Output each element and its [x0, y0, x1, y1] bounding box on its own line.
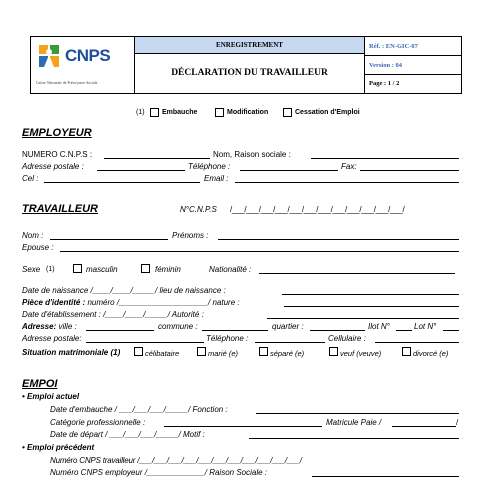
label-quartier: quartier :	[272, 322, 304, 331]
header-main-title: DÉCLARATION DU TRAVAILLEUR	[135, 54, 365, 93]
checkbox-marie[interactable]	[197, 347, 206, 356]
label-veuf: veuf (veuve)	[340, 349, 382, 358]
label-ilot: Ilot N°	[368, 322, 390, 331]
section-travailleur: TRAVAILLEUR	[22, 203, 98, 215]
label-masculin: masculin	[86, 265, 118, 274]
label-feminin: féminin	[155, 265, 181, 274]
label-date-etablissement: Date d'établissement : /____/____/_____/ Autorité :	[22, 310, 204, 319]
label-cessation: Cessation d'Emploi	[295, 109, 360, 116]
checkbox-divorce[interactable]	[402, 347, 411, 356]
field-fonction[interactable]	[256, 413, 459, 414]
label-telephone-employeur: Téléphone :	[188, 162, 231, 171]
field-autorite[interactable]	[267, 318, 459, 319]
label-embauche: Embauche	[162, 109, 198, 116]
label-email: Email :	[204, 174, 229, 183]
field-nom[interactable]	[50, 239, 168, 240]
label-lot: Lot N°	[414, 322, 437, 331]
field-nationalite[interactable]	[259, 273, 455, 274]
header-top-title: ENREGISTREMENT	[135, 37, 365, 54]
field-adresse-postale[interactable]	[97, 170, 185, 171]
label-date-naissance: Date de naissance /____/____/_____/ lieu de naissance :	[22, 286, 226, 295]
cnps-logo-icon	[37, 43, 61, 69]
checkbox-embauche[interactable]	[150, 108, 159, 117]
label-celibataire: célibataire	[145, 349, 180, 358]
checkbox-feminin[interactable]	[141, 264, 150, 273]
document-header	[30, 36, 462, 94]
field-raison-sociale[interactable]	[311, 158, 459, 159]
label-adresse-postale: Adresse postale :	[22, 162, 84, 171]
field-quartier[interactable]	[310, 330, 365, 331]
checkbox-celibataire[interactable]	[134, 347, 143, 356]
field-raison-sociale-precedent[interactable]	[312, 476, 459, 477]
checkbox-cessation[interactable]	[283, 108, 292, 117]
checkbox-masculin[interactable]	[73, 264, 82, 273]
field-ilot[interactable]	[396, 330, 412, 331]
label-piece-identite: Pièce d'identité :	[22, 298, 86, 307]
field-ville[interactable]	[86, 330, 154, 331]
label-fax: Fax:	[341, 162, 357, 171]
label-numero-cnps: NUMERO C.N.P.S :	[22, 150, 93, 159]
label-commune: commune :	[158, 322, 198, 331]
label-telephone-travailleur: Téléphone :	[206, 334, 249, 343]
field-epouse[interactable]	[60, 251, 459, 252]
label-adresse-bold: Adresse:	[22, 322, 57, 331]
field-cel[interactable]	[44, 182, 200, 183]
doc-version: Version : 04	[365, 56, 461, 75]
label-marie: marié (e)	[208, 349, 239, 358]
label-separe: séparé (e)	[270, 349, 305, 358]
checkbox-separe[interactable]	[259, 347, 268, 356]
checkbox-modification[interactable]	[215, 108, 224, 117]
field-telephone-travailleur[interactable]	[255, 342, 325, 343]
label-prenoms: Prénoms :	[172, 231, 209, 240]
label-divorce: divorcé (e)	[413, 349, 449, 358]
field-categorie[interactable]	[164, 426, 322, 427]
label-cel: Cel :	[22, 174, 39, 183]
label-date-depart: Date de départ / ___/___/___/_____/ Motif :	[50, 430, 205, 439]
label-situation-matrimoniale: Situation matrimoniale (1)	[22, 348, 121, 357]
field-commune[interactable]	[202, 330, 268, 331]
type-prefix: (1)	[136, 109, 145, 116]
field-matricule[interactable]	[392, 426, 456, 427]
section-employeur: EMPLOYEUR	[22, 127, 92, 139]
label-cellulaire: Cellulaire :	[328, 334, 366, 343]
label-epouse: Epouse :	[22, 243, 54, 252]
field-ncnps-travailleur[interactable]: /___/___/___/___/___/___/___/___/___/___/___/___/	[230, 205, 405, 214]
field-adresse-postale-travailleur[interactable]	[86, 342, 204, 343]
field-lieu-naissance[interactable]	[282, 294, 459, 295]
field-prenoms[interactable]	[218, 239, 459, 240]
field-fax[interactable]	[360, 170, 459, 171]
label-nationalite: Nationalité :	[209, 265, 252, 274]
label-sexe: Sexe	[22, 265, 41, 274]
field-lot[interactable]	[443, 330, 459, 331]
field-cellulaire[interactable]	[375, 342, 459, 343]
matricule-end-slash: /	[456, 418, 459, 427]
doc-page: Page : 1 / 2	[369, 80, 400, 87]
label-modification: Modification	[227, 109, 269, 116]
label-emploi-actuel: • Emploi actuel	[22, 392, 80, 401]
label-categorie: Catégorie professionnelle :	[50, 418, 146, 427]
field-numero-cnps[interactable]	[104, 158, 210, 159]
sexe-note: (1)	[46, 266, 55, 273]
label-adresse-travailleur	[22, 322, 77, 331]
field-telephone-employeur[interactable]	[240, 170, 338, 171]
label-emploi-precedent: • Emploi précédent	[22, 443, 95, 452]
logo-text: CNPS	[65, 46, 111, 65]
label-raison-sociale: Nom, Raison sociale :	[213, 150, 291, 159]
label-cnps-travailleur[interactable]: Numéro CNPS travailleur /___/___/___/___/___/___/___/___/___/___/___/	[50, 456, 302, 465]
label-nom: Nom :	[22, 231, 44, 240]
row-piece-identite	[22, 298, 240, 307]
doc-reference: Réf. : EN-GIC-07	[365, 37, 461, 56]
field-motif[interactable]	[249, 438, 459, 439]
field-email[interactable]	[235, 182, 459, 183]
label-ncnps-travailleur: N°C.N.P.S	[180, 205, 217, 214]
label-cnps-employeur: Numéro CNPS employeur /_____________/ Raison Sociale :	[50, 468, 268, 477]
label-ville: ville :	[58, 322, 77, 331]
label-piece-rest: numéro /____________________/ nature :	[87, 298, 240, 307]
logo-cell	[31, 37, 135, 93]
label-adresse-postale-travailleur: Adresse postale:	[22, 334, 82, 343]
logo-subtitle: Caisse Nationale de Prévoyance Sociale	[36, 81, 98, 85]
label-date-embauche: Date d'embauche / ___/___/___/_____/ Fonction :	[50, 405, 228, 414]
field-piece-nature[interactable]	[284, 306, 459, 307]
label-matricule: Matricule Paie /	[326, 418, 382, 427]
section-emploi: EMPOI	[22, 378, 58, 390]
checkbox-veuf[interactable]	[329, 347, 338, 356]
